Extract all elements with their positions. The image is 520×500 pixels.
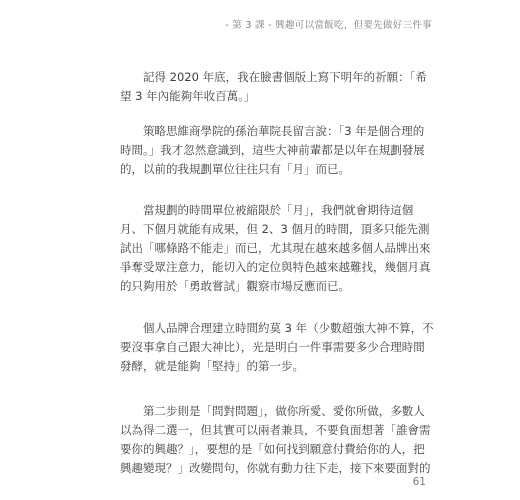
text-line: 時間。」我才忽然意識到，這些大神前輩都是以年在規劃發展: [120, 143, 425, 157]
text-line: 的，以前的我規劃單位往往只有「月」而已。: [120, 162, 350, 176]
text-line: 第二步則是「問對問題」，做你所愛、愛你所做，多數人: [143, 404, 425, 418]
text-line: 發酵，就是能夠「堅持」的第一步。: [120, 359, 304, 373]
running-header: - 第 3 課 - 興趣可以當飯吃，但要先做好三件事: [225, 20, 432, 31]
paragraph: [120, 201, 431, 296]
text-line: 要你的興趣？」，要想的是「如何找到願意付費給你的人，把: [120, 442, 425, 456]
text-line: 爭奪受眾注意力，能切入的定位與特色越來越難找，幾個月真: [120, 260, 431, 274]
text-line: 策略思維商學院的孫治華院長留言說：「3 年是個合理的: [143, 124, 425, 138]
paragraph: [120, 68, 427, 106]
text-line: 要沒事拿自己跟大神比），光是明白一件事需要多少合理時間: [120, 340, 425, 354]
text-line: 望 3 年內能夠年收百萬。」: [120, 89, 256, 103]
text-line: 以為得二選一，但其實可以兩者兼具，不要負面想著「誰會需: [120, 423, 431, 437]
page-number: 61: [412, 476, 426, 488]
paragraph: [120, 319, 434, 376]
paragraph: [120, 122, 425, 179]
text-line: 當規劃的時間單位被縮限於「月」，我們就會期待這個: [143, 203, 414, 217]
text-line: 月、下個月就能有成果，但 2、3 個月的時間，頂多只能先測: [120, 222, 430, 236]
text-line: 個人品牌合理建立時間約莫 3 年（少數超強大神不算，不: [143, 321, 434, 335]
text-line: 試出「哪條路不能走」而已，尤其現在越來越多個人品牌出來: [120, 241, 431, 255]
body-text: [120, 68, 434, 478]
text-line: 的只夠用於「勇敢嘗試」觀察市場反應而已。: [120, 279, 350, 293]
text-line: 興趣變現？」改變問句，你就有動力往下走，接下來要面對的: [120, 461, 431, 475]
text-line: 記得 2020 年底，我在臉書個版上寫下明年的祈願：「希: [143, 70, 427, 84]
paragraph: [120, 402, 431, 478]
